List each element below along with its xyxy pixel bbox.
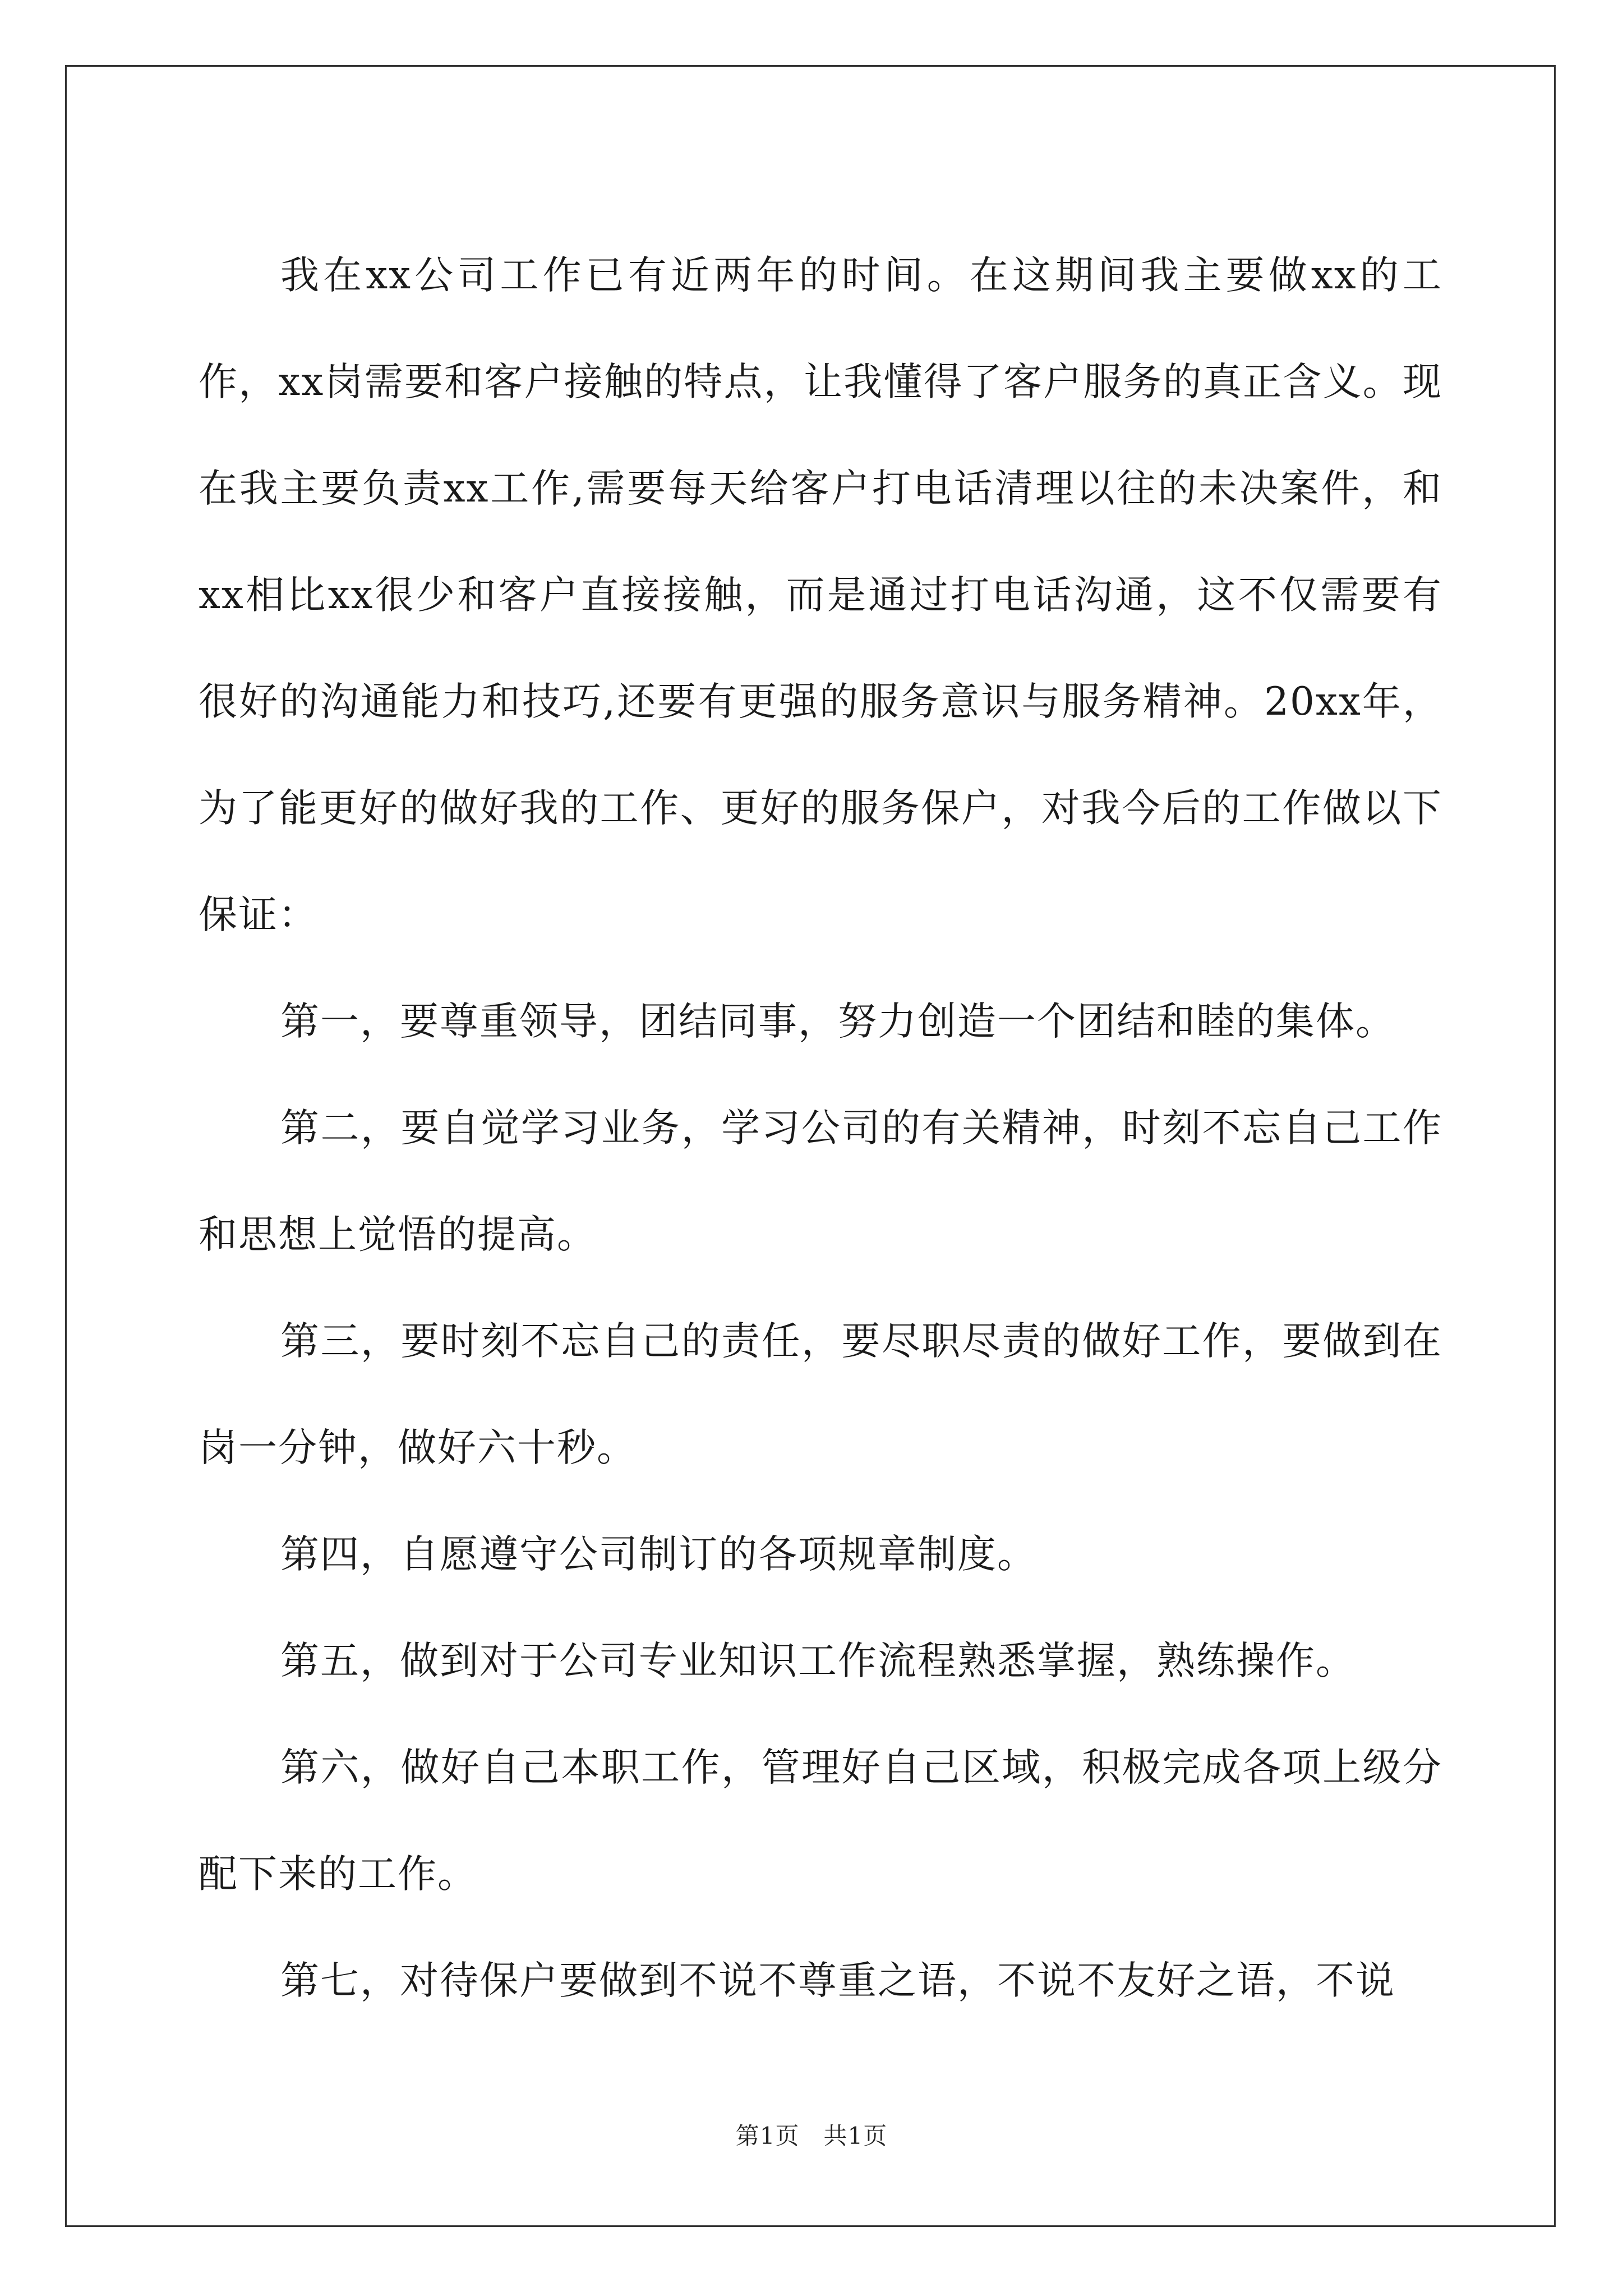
paragraph-item-4: 第四，自愿遵守公司制订的各项规章制度。 [280, 1532, 1037, 1577]
paragraph-item-3: 第三，要时刻不忘自己的责任，要尽职尽责的做好工作，要做到在岗一分钟，做好六十秒。 [199, 1319, 1442, 1470]
document-body [199, 222, 1442, 2034]
paragraph-intro: 我在xx公司工作已有近两年的时间。在这期间我主要做xx的工作，xx岗需要和客户接触的特点，让我懂得了客户服务的真正含义。现在我主要负责xx工作,需要每天给客户打电话清理以往的未决案件，和xx相比xx很少和客户直接接触，而是通过打电话沟通，这不仅需要有很好的沟通能力和技巧,还要有更强的服务意识与服务精神。20xx年，为了能更好的做好我的工作、更好的服务保户，对我今后的工作做以下保证： [199, 253, 1442, 937]
paragraph-item-1: 第一，要尊重领导，团结同事，努力创造一个团结和睦的集体。 [280, 999, 1395, 1044]
paragraph-item-5: 第五，做到对于公司专业知识工作流程熟悉掌握，熟练操作。 [280, 1639, 1355, 1683]
paragraph-item-7: 第七，对待保户要做到不说不尊重之语，不说不友好之语，不说 [280, 1958, 1395, 2003]
page-number-footer: 第1页 共1页 [735, 2122, 888, 2150]
paragraph-item-2: 第二，要自觉学习业务，学习公司的有关精神，时刻不忘自己工作和思想上觉悟的提高。 [199, 1106, 1442, 1257]
paragraph-item-6: 第六，做好自己本职工作，管理好自己区域，积极完成各项上级分配下来的工作。 [199, 1745, 1442, 1897]
